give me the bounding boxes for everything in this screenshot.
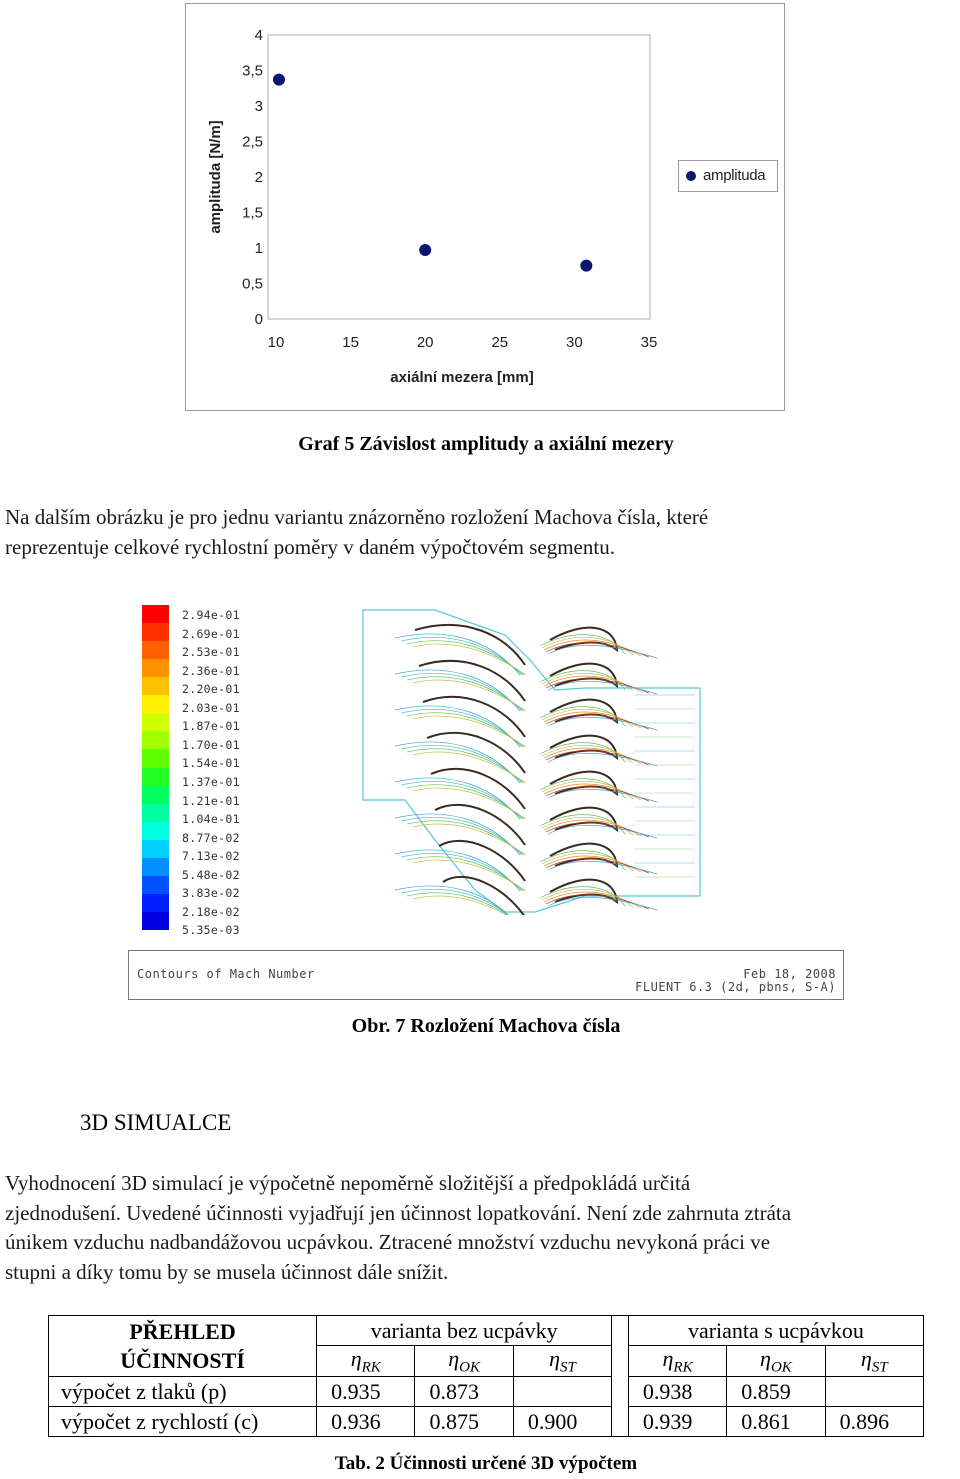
section-title: 3D SIMUALCE — [80, 1110, 232, 1135]
eta-subscript: RK — [361, 1359, 381, 1376]
mach-color-scale — [142, 605, 169, 930]
figure-caption: Obr. 7 Rozložení Machova čísla — [351, 1015, 621, 1037]
y-axis-label: amplituda [N/m] — [207, 120, 224, 234]
scale-label: 1.70e-01 — [182, 737, 240, 752]
eta-symbol: η — [448, 1346, 460, 1371]
eta-header-st — [513, 1346, 611, 1377]
y-tick-label: 3,5 — [242, 62, 263, 80]
y-tick-label: 1,5 — [242, 204, 263, 222]
scale-swatch — [142, 876, 169, 895]
x-axis-label: axiální mezera [mm] — [390, 369, 534, 386]
scale-swatch — [142, 768, 169, 787]
scale-swatch — [142, 749, 169, 768]
eta-subscript: ST — [560, 1359, 576, 1376]
scale-label: 1.21e-01 — [182, 793, 240, 808]
scale-swatch — [142, 858, 169, 877]
value-cell: 0.859 — [727, 1377, 825, 1407]
cfd-title: Contours of Mach Number — [137, 967, 315, 981]
y-tick-label: 0,5 — [242, 275, 263, 293]
y-tick-label: 2,5 — [242, 133, 263, 151]
scale-swatch — [142, 822, 169, 841]
eta-subscript: OK — [459, 1359, 481, 1376]
scale-swatch — [142, 605, 169, 624]
data-point — [419, 244, 431, 256]
value-cell: 0.896 — [825, 1407, 923, 1437]
scale-label: 2.18e-02 — [182, 904, 240, 919]
scale-swatch — [142, 912, 169, 931]
scale-label: 1.87e-01 — [182, 719, 240, 734]
scatter-chart — [0, 0, 960, 420]
data-point — [273, 74, 285, 86]
scale-swatch — [142, 804, 169, 823]
cfd-date: Feb 18, 2008 — [743, 967, 836, 981]
x-tick-label: 25 — [491, 334, 509, 351]
scale-swatch — [142, 659, 169, 678]
eta-header-rk — [628, 1346, 726, 1377]
scale-label: 7.13e-02 — [182, 849, 240, 864]
table-header-cell — [49, 1316, 317, 1377]
chart-legend — [678, 160, 778, 192]
table-header-line: ÚČINNOSTÍ — [120, 1348, 245, 1374]
eta-symbol: η — [350, 1346, 362, 1371]
eta-symbol: η — [760, 1346, 771, 1371]
eta-header-ok — [727, 1346, 825, 1377]
scale-swatch — [142, 840, 169, 859]
eta-subscript: OK — [770, 1359, 792, 1376]
eta-header-st — [825, 1346, 923, 1377]
scale-label: 2.94e-01 — [182, 608, 240, 622]
scale-label: 5.48e-02 — [182, 867, 240, 882]
table-header-line: PŘEHLED — [129, 1319, 236, 1345]
y-tick-label: 0 — [254, 311, 263, 328]
eta-header-rk — [317, 1346, 415, 1377]
x-tick-label: 35 — [640, 334, 658, 351]
y-tick-label: 1 — [254, 240, 263, 257]
row-label: výpočet z tlaků (p) — [49, 1377, 317, 1407]
scale-label: 2.20e-01 — [182, 682, 240, 697]
eta-subscript: RK — [673, 1359, 693, 1376]
paragraph-line: reprezentuje celkové rychlostní poměry v daném výpočtovém segmentu. — [5, 535, 615, 559]
value-cell: 0.900 — [513, 1407, 611, 1437]
paragraph-line: Na dalším obrázku je pro jednu variantu znázorněno rozložení Machova čísla, které — [5, 505, 709, 529]
eta-symbol: η — [662, 1346, 674, 1371]
eta-subscript: ST — [871, 1359, 888, 1376]
paragraph-line: Vyhodnocení 3D simulací je výpočetně nepoměrně složitější a předpokládá určitá — [5, 1171, 691, 1195]
scale-swatch — [142, 677, 169, 696]
scale-label: 8.77e-02 — [182, 830, 240, 845]
scale-swatch — [142, 641, 169, 660]
scale-label: 5.35e-03 — [182, 923, 240, 938]
scale-label: 2.36e-01 — [182, 663, 240, 678]
eta-symbol: η — [549, 1346, 561, 1371]
plot-area — [268, 35, 650, 319]
group-header-2: varianta s ucpávkou — [628, 1316, 923, 1346]
x-tick-label: 15 — [342, 334, 359, 351]
value-cell: 0.873 — [415, 1377, 513, 1407]
paragraph-line: únikem vzduchu nadbandážovou ucpávkou. Ztracené množství vzduchu nevykoná práci ve — [5, 1230, 771, 1254]
value-cell: 0.861 — [727, 1407, 825, 1437]
scale-label: 1.04e-01 — [182, 812, 240, 827]
scale-label: 3.83e-02 — [182, 886, 240, 901]
row-label: výpočet z rychlostí (c) — [49, 1407, 317, 1437]
cfd-footer — [128, 950, 844, 1000]
x-tick-label: 10 — [267, 334, 285, 351]
y-tick-label: 2 — [254, 169, 263, 186]
eta-header-ok — [415, 1346, 513, 1377]
scale-swatch — [142, 731, 169, 750]
legend-marker-icon — [686, 171, 696, 181]
scale-swatch — [142, 786, 169, 805]
group-header-1: varianta bez ucpávky — [317, 1316, 612, 1346]
value-cell: 0.939 — [628, 1407, 726, 1437]
data-point — [580, 260, 592, 272]
value-cell: 0.875 — [415, 1407, 513, 1437]
scale-label: 2.53e-01 — [182, 645, 240, 660]
scale-swatch — [142, 894, 169, 913]
value-cell — [825, 1377, 923, 1407]
scale-swatch — [142, 713, 169, 732]
scale-label: 2.03e-01 — [182, 700, 240, 715]
blade-contour-image — [355, 600, 705, 915]
value-cell — [513, 1377, 611, 1407]
table-caption: Tab. 2 Účinnosti určené 3D výpočtem — [334, 1453, 638, 1474]
paragraph-line: zjednodušení. Uvedené účinnosti vyjadřují jen účinnost lopatkování. Není zde zahrnuta ztráta — [5, 1201, 792, 1225]
value-cell: 0.935 — [317, 1377, 415, 1407]
scale-label: 1.54e-01 — [182, 756, 240, 771]
value-cell: 0.938 — [628, 1377, 726, 1407]
y-tick-label: 4 — [254, 27, 263, 44]
chart-caption: Graf 5 Závislost amplitudy a axiální mezery — [298, 433, 674, 455]
scale-swatch — [142, 695, 169, 714]
value-cell: 0.936 — [317, 1407, 415, 1437]
x-tick-label: 20 — [416, 334, 434, 351]
scale-label: 1.37e-01 — [182, 774, 240, 789]
eta-symbol: η — [860, 1346, 872, 1371]
y-tick-label: 3 — [254, 98, 263, 115]
efficiency-table — [48, 1315, 924, 1437]
paragraph-line: stupni a díky tomu by se musela účinnost dále snížit. — [5, 1260, 449, 1284]
x-tick-label: 30 — [566, 334, 583, 351]
scale-swatch — [142, 623, 169, 642]
legend-label: amplituda — [703, 167, 766, 184]
table-spacer — [612, 1316, 629, 1437]
scale-label: 2.69e-01 — [182, 626, 240, 641]
cfd-solver: FLUENT 6.3 (2d, pbns, S-A) — [635, 980, 836, 994]
